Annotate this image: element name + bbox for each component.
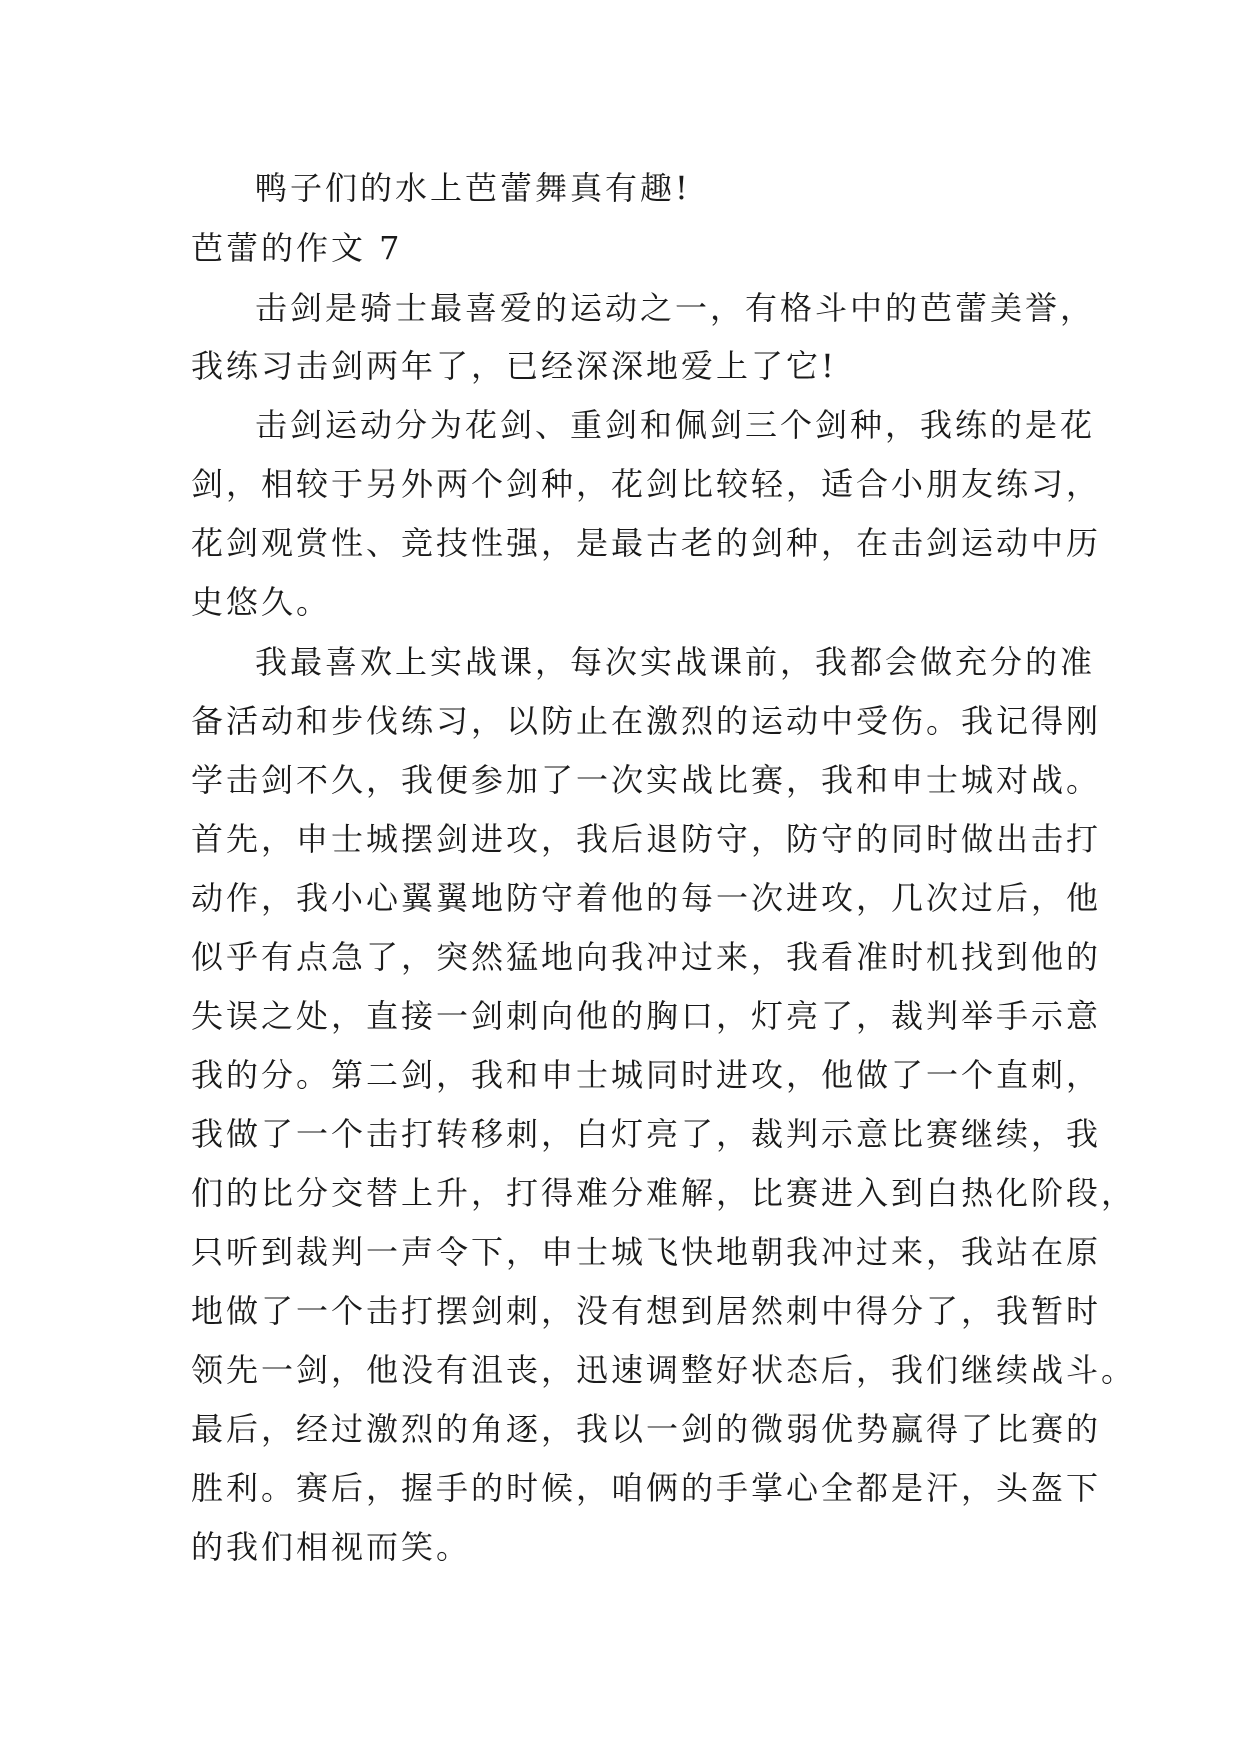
paragraph-line: 的我们相视而笑。 bbox=[191, 1528, 472, 1566]
paragraph-line: 我的分。第二剑，我和申士城同时进攻，他做了一个直刺， bbox=[191, 1056, 1102, 1094]
paragraph-line: 只听到裁判一声令下，申士城飞快地朝我冲过来，我站在原 bbox=[191, 1233, 1102, 1271]
paragraph-line: 我最喜欢上实战课，每次实战课前，我都会做充分的准 bbox=[255, 643, 1096, 681]
paragraph-line: 领先一剑，他没有沮丧，迅速调整好状态后，我们继续战斗。 bbox=[191, 1351, 1137, 1389]
paragraph-line: 胜利。赛后，握手的时候，咱俩的手掌心全都是汗，头盔下 bbox=[191, 1469, 1102, 1507]
paragraph-line: 失误之处，直接一剑刺向他的胸口，灯亮了，裁判举手示意 bbox=[191, 997, 1102, 1035]
paragraph-line: 首先，申士城摆剑进攻，我后退防守，防守的同时做出击打 bbox=[191, 820, 1102, 858]
paragraph-line: 学击剑不久，我便参加了一次实战比赛，我和申士城对战。 bbox=[191, 761, 1102, 799]
paragraph-line: 我做了一个击打转移刺，白灯亮了，裁判示意比赛继续，我 bbox=[191, 1115, 1102, 1153]
section-heading: 芭蕾的作文 7 bbox=[191, 229, 403, 267]
paragraph-line: 击剑是骑士最喜爱的运动之一，有格斗中的芭蕾美誉， bbox=[255, 289, 1096, 327]
paragraph-line: 我练习击剑两年了，已经深深地爱上了它! bbox=[191, 347, 837, 385]
paragraph-line: 们的比分交替上升，打得难分难解，比赛进入到白热化阶段， bbox=[191, 1174, 1137, 1212]
paragraph-line: 最后，经过激烈的角逐，我以一剑的微弱优势赢得了比赛的 bbox=[191, 1410, 1102, 1448]
paragraph-line: 鸭子们的水上芭蕾舞真有趣! bbox=[255, 169, 691, 207]
paragraph-line: 花剑观赏性、竞技性强，是最古老的剑种，在击剑运动中历 bbox=[191, 524, 1102, 562]
paragraph-line: 动作，我小心翼翼地防守着他的每一次进攻，几次过后，他 bbox=[191, 879, 1102, 917]
paragraph-line: 剑，相较于另外两个剑种，花剑比较轻，适合小朋友练习， bbox=[191, 465, 1102, 503]
paragraph-line: 史悠久。 bbox=[191, 583, 332, 621]
paragraph-line: 备活动和步伐练习，以防止在激烈的运动中受伤。我记得刚 bbox=[191, 702, 1102, 740]
paragraph-line: 地做了一个击打摆剑刺，没有想到居然刺中得分了，我暂时 bbox=[191, 1292, 1102, 1330]
paragraph-line: 似乎有点急了，突然猛地向我冲过来，我看准时机找到他的 bbox=[191, 938, 1102, 976]
paragraph-line: 击剑运动分为花剑、重剑和佩剑三个剑种，我练的是花 bbox=[255, 406, 1096, 444]
